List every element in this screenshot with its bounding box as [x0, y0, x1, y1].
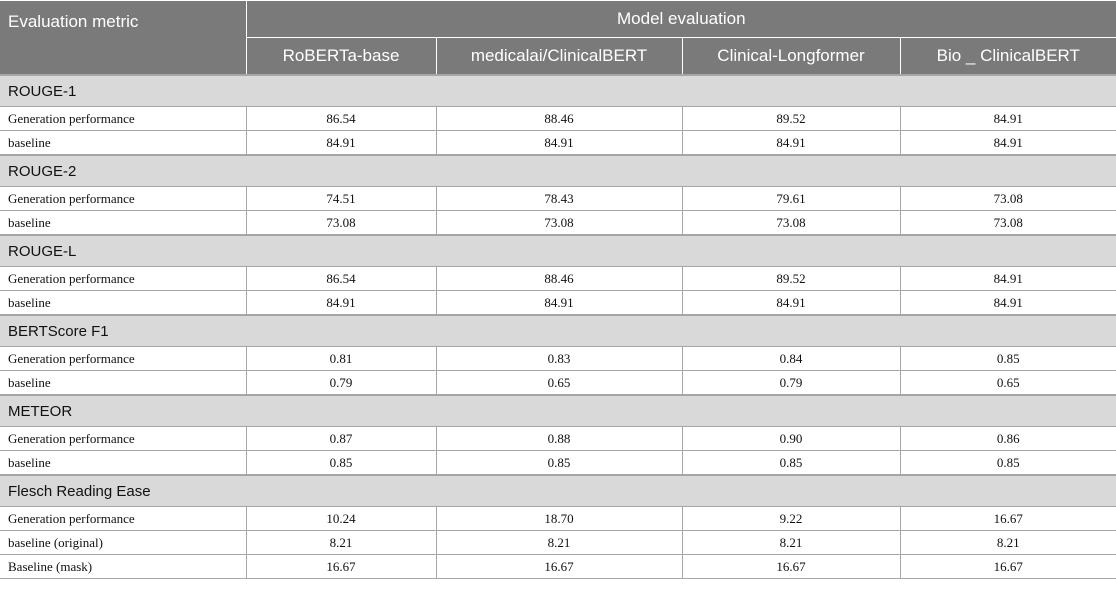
- table-row: [0, 555, 1116, 579]
- table-row: [0, 107, 1116, 131]
- row-label: Generation performance: [0, 267, 246, 291]
- section-row-rouge-l: [0, 235, 1116, 267]
- section-row-rouge-2: [0, 155, 1116, 187]
- row-label: baseline: [0, 291, 246, 316]
- table-cell: 84.91: [436, 291, 682, 316]
- table-cell: 84.91: [436, 131, 682, 156]
- table-cell: 86.54: [246, 107, 436, 131]
- row-label: Generation performance: [0, 427, 246, 451]
- model-evaluation-header: Model evaluation: [246, 1, 1116, 38]
- table-row: [0, 211, 1116, 236]
- row-label: Generation performance: [0, 187, 246, 211]
- table-cell: 73.08: [682, 211, 900, 236]
- table-cell: 0.85: [682, 451, 900, 476]
- table-cell: 9.22: [682, 507, 900, 531]
- row-label: baseline: [0, 371, 246, 396]
- table-cell: 84.91: [900, 267, 1116, 291]
- model-header-roberta-base: RoBERTa-base: [246, 38, 436, 76]
- table-cell: 8.21: [682, 531, 900, 555]
- table-cell: 0.84: [682, 347, 900, 371]
- table-cell: 18.70: [436, 507, 682, 531]
- model-header-clinical-longformer: Clinical-Longformer: [682, 38, 900, 76]
- table-cell: 10.24: [246, 507, 436, 531]
- row-label: baseline: [0, 211, 246, 236]
- table-row: [0, 531, 1116, 555]
- table-cell: 74.51: [246, 187, 436, 211]
- section-row-bertscore-f1: [0, 315, 1116, 347]
- table-cell: 84.91: [246, 131, 436, 156]
- section-title: BERTScore F1: [0, 315, 1116, 347]
- table-cell: 84.91: [246, 291, 436, 316]
- table-cell: 84.91: [900, 291, 1116, 316]
- section-title: Flesch Reading Ease: [0, 475, 1116, 507]
- table-cell: 84.91: [682, 131, 900, 156]
- table-cell: 0.83: [436, 347, 682, 371]
- table-cell: 84.91: [900, 131, 1116, 156]
- model-header-bio-clinicalbert: Bio _ ClinicalBERT: [900, 38, 1116, 76]
- table-cell: 86.54: [246, 267, 436, 291]
- table-cell: 0.81: [246, 347, 436, 371]
- section-title: METEOR: [0, 395, 1116, 427]
- table-cell: 79.61: [682, 187, 900, 211]
- table-row: [0, 427, 1116, 451]
- table-cell: 0.87: [246, 427, 436, 451]
- table-cell: 73.08: [436, 211, 682, 236]
- table-cell: 73.08: [900, 187, 1116, 211]
- evaluation-metric-header: Evaluation metric: [0, 1, 246, 76]
- model-header-medicalai-clinicalbert: medicalai/ClinicalBERT: [436, 38, 682, 76]
- table-row: [0, 507, 1116, 531]
- section-row-rouge-1: [0, 75, 1116, 107]
- table-cell: 88.46: [436, 107, 682, 131]
- table-cell: 84.91: [682, 291, 900, 316]
- section-title: ROUGE-1: [0, 75, 1116, 107]
- table-cell: 89.52: [682, 107, 900, 131]
- table-cell: 0.85: [900, 347, 1116, 371]
- section-row-flesch-reading-ease: [0, 475, 1116, 507]
- table-cell: 16.67: [682, 555, 900, 579]
- table-cell: 8.21: [436, 531, 682, 555]
- row-label: Generation performance: [0, 347, 246, 371]
- table-cell: 88.46: [436, 267, 682, 291]
- table-cell: 16.67: [436, 555, 682, 579]
- section-title: ROUGE-L: [0, 235, 1116, 267]
- table-cell: 16.67: [900, 555, 1116, 579]
- row-label: Generation performance: [0, 507, 246, 531]
- header-row-group: [0, 1, 1116, 38]
- table-cell: 0.79: [246, 371, 436, 396]
- table-cell: 0.65: [900, 371, 1116, 396]
- table-cell: 89.52: [682, 267, 900, 291]
- table-cell: 8.21: [246, 531, 436, 555]
- table-row: [0, 347, 1116, 371]
- table-row: [0, 131, 1116, 156]
- table-cell: 16.67: [246, 555, 436, 579]
- row-label: Generation performance: [0, 107, 246, 131]
- table-cell: 0.86: [900, 427, 1116, 451]
- table-cell: 0.90: [682, 427, 900, 451]
- table-cell: 0.85: [436, 451, 682, 476]
- table-row: [0, 451, 1116, 476]
- table-cell: 0.65: [436, 371, 682, 396]
- row-label: baseline: [0, 451, 246, 476]
- section-title: ROUGE-2: [0, 155, 1116, 187]
- row-label: baseline (original): [0, 531, 246, 555]
- table-row: [0, 291, 1116, 316]
- table-row: [0, 187, 1116, 211]
- table-row: [0, 267, 1116, 291]
- table-cell: 8.21: [900, 531, 1116, 555]
- row-label: baseline: [0, 131, 246, 156]
- section-row-meteor: [0, 395, 1116, 427]
- table-row: [0, 371, 1116, 396]
- table-cell: 73.08: [246, 211, 436, 236]
- row-label: Baseline (mask): [0, 555, 246, 579]
- table-cell: 0.88: [436, 427, 682, 451]
- table-cell: 84.91: [900, 107, 1116, 131]
- table-cell: 0.85: [246, 451, 436, 476]
- table-cell: 0.85: [900, 451, 1116, 476]
- table-cell: 16.67: [900, 507, 1116, 531]
- table-cell: 78.43: [436, 187, 682, 211]
- table-cell: 73.08: [900, 211, 1116, 236]
- table-cell: 0.79: [682, 371, 900, 396]
